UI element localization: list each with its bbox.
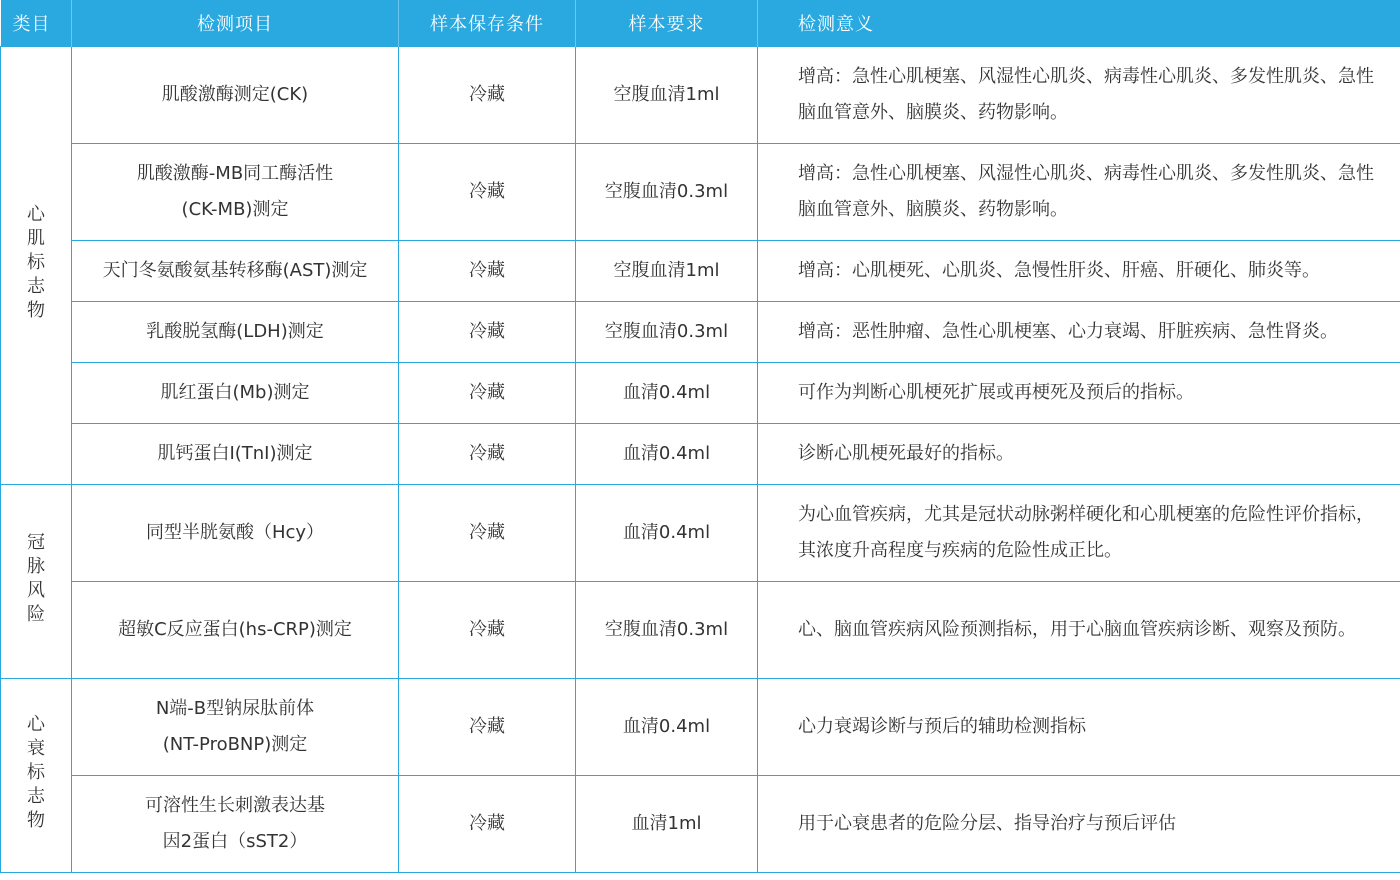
significance-cell: 增高：恶性肿瘤、急性心肌梗塞、心力衰竭、肝脏疾病、急性肾炎。 (758, 302, 1400, 363)
table-row (1, 485, 1400, 582)
category-cell (1, 679, 72, 873)
item-cell: 同型半胱氨酸（Hcy） (72, 485, 399, 582)
item-cell: 肌钙蛋白I(TnI)测定 (72, 424, 399, 485)
category-label: 心肌标志物 (27, 203, 45, 321)
item-cell: 肌酸激酶测定(CK) (72, 47, 399, 144)
significance-cell: 为心血管疾病，尤其是冠状动脉粥样硬化和心肌梗塞的危险性评价指标，其浓度升高程度与疾病的危险性成正比。 (758, 485, 1400, 582)
storage-cell: 冷藏 (399, 47, 576, 144)
requirement-cell: 空腹血清0.3ml (576, 302, 758, 363)
category-label: 冠脉风险 (27, 531, 45, 625)
significance-cell: 增高：急性心肌梗塞、风湿性心肌炎、病毒性心肌炎、多发性肌炎、急性脑血管意外、脑膜炎、药物影响。 (758, 144, 1400, 241)
header-significance: 检测意义 (758, 0, 1400, 47)
item-cell: N端-B型钠尿肽前体(NT-ProBNP)测定 (72, 679, 399, 776)
table-row (1, 144, 1400, 241)
header-item: 检测项目 (72, 0, 399, 47)
item-cell: 超敏C反应蛋白(hs-CRP)测定 (72, 582, 399, 679)
requirement-cell: 血清0.4ml (576, 424, 758, 485)
requirement-cell: 空腹血清0.3ml (576, 144, 758, 241)
item-cell: 可溶性生长刺激表达基因2蛋白（sST2） (72, 776, 399, 873)
table-row (1, 363, 1400, 424)
item-cell: 肌红蛋白(Mb)测定 (72, 363, 399, 424)
storage-cell: 冷藏 (399, 424, 576, 485)
item-cell: 乳酸脱氢酶(LDH)测定 (72, 302, 399, 363)
significance-cell: 用于心衰患者的危险分层、指导治疗与预后评估 (758, 776, 1400, 873)
table-header-row (1, 0, 1400, 47)
storage-cell: 冷藏 (399, 776, 576, 873)
table-row (1, 776, 1400, 873)
storage-cell: 冷藏 (399, 363, 576, 424)
requirement-cell: 血清0.4ml (576, 485, 758, 582)
significance-cell: 心力衰竭诊断与预后的辅助检测指标 (758, 679, 1400, 776)
storage-cell: 冷藏 (399, 241, 576, 302)
significance-cell: 增高：急性心肌梗塞、风湿性心肌炎、病毒性心肌炎、多发性肌炎、急性脑血管意外、脑膜炎、药物影响。 (758, 47, 1400, 144)
requirement-cell: 血清0.4ml (576, 679, 758, 776)
category-cell (1, 47, 72, 485)
category-cell (1, 485, 72, 679)
significance-cell: 心、脑血管疾病风险预测指标，用于心脑血管疾病诊断、观察及预防。 (758, 582, 1400, 679)
significance-cell: 增高：心肌梗死、心肌炎、急慢性肝炎、肝癌、肝硬化、肺炎等。 (758, 241, 1400, 302)
table-row (1, 241, 1400, 302)
requirement-cell: 血清1ml (576, 776, 758, 873)
significance-cell: 诊断心肌梗死最好的指标。 (758, 424, 1400, 485)
storage-cell: 冷藏 (399, 679, 576, 776)
table-row (1, 679, 1400, 776)
requirement-cell: 血清0.4ml (576, 363, 758, 424)
requirement-cell: 空腹血清0.3ml (576, 582, 758, 679)
requirement-cell: 空腹血清1ml (576, 241, 758, 302)
header-storage: 样本保存条件 (399, 0, 576, 47)
table-row (1, 582, 1400, 679)
table-row (1, 302, 1400, 363)
storage-cell: 冷藏 (399, 582, 576, 679)
storage-cell: 冷藏 (399, 485, 576, 582)
header-requirement: 样本要求 (576, 0, 758, 47)
item-cell: 天门冬氨酸氨基转移酶(AST)测定 (72, 241, 399, 302)
significance-cell: 可作为判断心肌梗死扩展或再梗死及预后的指标。 (758, 363, 1400, 424)
storage-cell: 冷藏 (399, 302, 576, 363)
storage-cell: 冷藏 (399, 144, 576, 241)
header-category: 类目 (1, 0, 72, 47)
category-label: 心衰标志物 (27, 713, 45, 831)
table-row (1, 424, 1400, 485)
item-cell: 肌酸激酶-MB同工酶活性(CK-MB)测定 (72, 144, 399, 241)
table-row (1, 47, 1400, 144)
requirement-cell: 空腹血清1ml (576, 47, 758, 144)
